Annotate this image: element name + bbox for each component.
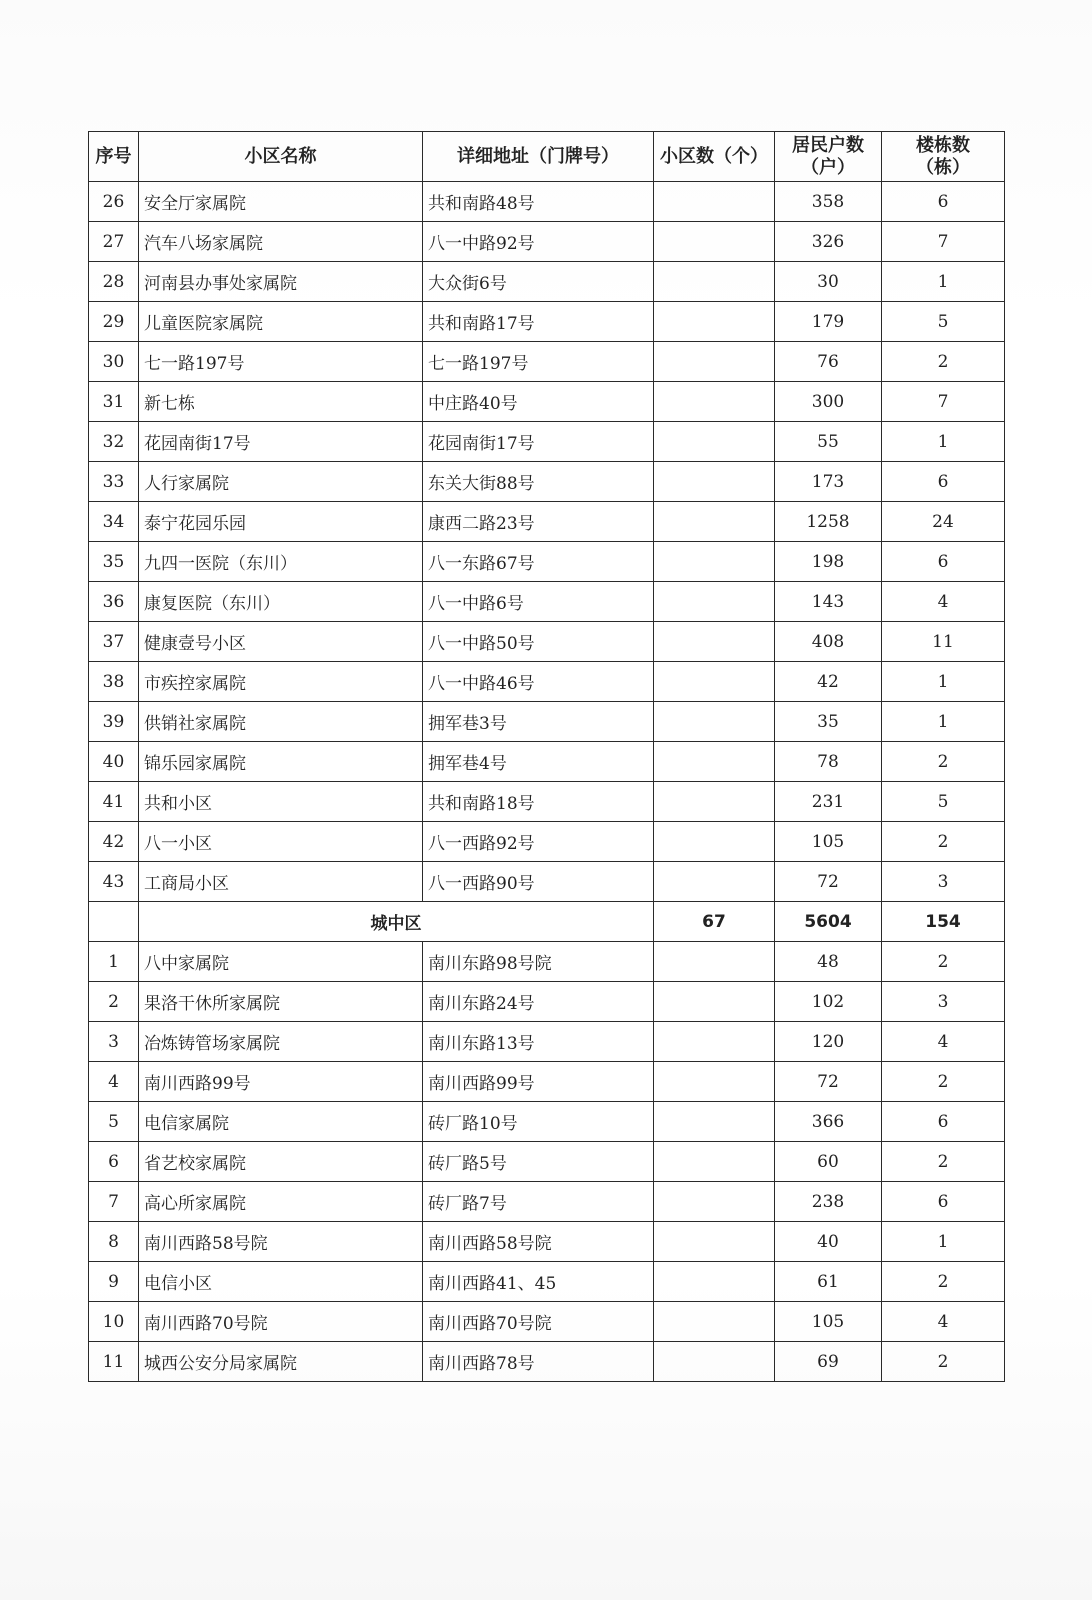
row-seq: 30 — [89, 342, 139, 382]
row-buildings: 2 — [882, 1142, 1005, 1182]
row-households: 72 — [775, 1062, 882, 1102]
row-community-name: 汽车八场家属院 — [139, 222, 423, 262]
row-seq: 11 — [89, 1342, 139, 1382]
row-buildings: 1 — [882, 662, 1005, 702]
row-community-count — [654, 222, 775, 262]
row-community-name: 南川西路70号院 — [139, 1302, 423, 1342]
table-row — [89, 1302, 1005, 1342]
row-address: 八一中路6号 — [423, 582, 654, 622]
row-address: 八一中路46号 — [423, 662, 654, 702]
row-address: 共和南路48号 — [423, 182, 654, 222]
table-row — [89, 1062, 1005, 1102]
row-community-name: 安全厅家属院 — [139, 182, 423, 222]
row-seq: 41 — [89, 782, 139, 822]
row-households: 40 — [775, 1222, 882, 1262]
row-community-count — [654, 1182, 775, 1222]
row-seq: 5 — [89, 1102, 139, 1142]
row-community-count — [654, 262, 775, 302]
row-community-name: 果洛干休所家属院 — [139, 982, 423, 1022]
row-community-count — [654, 982, 775, 1022]
row-community-count — [654, 422, 775, 462]
header-buildings-line1: 楼栋数 — [916, 134, 970, 156]
row-community-count — [654, 342, 775, 382]
row-community-name: 锦乐园家属院 — [139, 742, 423, 782]
row-buildings: 2 — [882, 342, 1005, 382]
row-address: 南川西路70号院 — [423, 1302, 654, 1342]
row-address: 南川东路13号 — [423, 1022, 654, 1062]
row-community-count — [654, 502, 775, 542]
header-households — [775, 132, 882, 182]
table-row — [89, 262, 1005, 302]
row-seq: 39 — [89, 702, 139, 742]
row-buildings: 1 — [882, 422, 1005, 462]
row-address: 八一中路92号 — [423, 222, 654, 262]
row-households: 78 — [775, 742, 882, 782]
row-community-count — [654, 822, 775, 862]
row-buildings: 4 — [882, 582, 1005, 622]
row-address: 砖厂路7号 — [423, 1182, 654, 1222]
row-seq: 35 — [89, 542, 139, 582]
row-households: 61 — [775, 1262, 882, 1302]
row-households: 173 — [775, 462, 882, 502]
row-buildings: 1 — [882, 702, 1005, 742]
row-community-count — [654, 1302, 775, 1342]
row-community-name: 七一路197号 — [139, 342, 423, 382]
row-community-count — [654, 302, 775, 342]
row-buildings: 3 — [882, 862, 1005, 902]
row-community-name: 康复医院（东川） — [139, 582, 423, 622]
table-row — [89, 582, 1005, 622]
row-community-count — [654, 942, 775, 982]
row-community-name: 高心所家属院 — [139, 1182, 423, 1222]
row-seq: 36 — [89, 582, 139, 622]
row-community-name: 电信小区 — [139, 1262, 423, 1302]
row-community-name: 花园南街17号 — [139, 422, 423, 462]
row-households: 42 — [775, 662, 882, 702]
table-body-part-b — [89, 942, 1005, 1382]
row-address: 共和南路18号 — [423, 782, 654, 822]
row-community-name: 九四一医院（东川） — [139, 542, 423, 582]
header-address: 详细地址（门牌号） — [423, 132, 654, 182]
row-seq: 4 — [89, 1062, 139, 1102]
table-header-row — [89, 132, 1005, 182]
table-row — [89, 782, 1005, 822]
table-body-part-a — [89, 182, 1005, 902]
row-buildings: 6 — [882, 1182, 1005, 1222]
row-community-count — [654, 782, 775, 822]
row-address: 拥军巷4号 — [423, 742, 654, 782]
table-row — [89, 302, 1005, 342]
row-seq: 29 — [89, 302, 139, 342]
row-buildings: 6 — [882, 1102, 1005, 1142]
row-seq: 26 — [89, 182, 139, 222]
row-households: 55 — [775, 422, 882, 462]
header-households-line1: 居民户数 — [792, 134, 864, 156]
table-row — [89, 702, 1005, 742]
row-seq: 10 — [89, 1302, 139, 1342]
row-community-name: 八中家属院 — [139, 942, 423, 982]
row-community-name: 市疾控家属院 — [139, 662, 423, 702]
row-households: 60 — [775, 1142, 882, 1182]
table-row — [89, 1022, 1005, 1062]
row-seq: 28 — [89, 262, 139, 302]
table-row — [89, 622, 1005, 662]
row-community-count — [654, 382, 775, 422]
row-seq: 31 — [89, 382, 139, 422]
table-row — [89, 1102, 1005, 1142]
row-buildings: 2 — [882, 822, 1005, 862]
row-community-name: 人行家属院 — [139, 462, 423, 502]
row-community-name: 新七栋 — [139, 382, 423, 422]
table-row — [89, 822, 1005, 862]
table-row — [89, 462, 1005, 502]
row-seq: 1 — [89, 942, 139, 982]
row-buildings: 2 — [882, 1342, 1005, 1382]
row-buildings: 3 — [882, 982, 1005, 1022]
row-address: 七一路197号 — [423, 342, 654, 382]
row-address: 康西二路23号 — [423, 502, 654, 542]
row-buildings: 6 — [882, 462, 1005, 502]
row-community-count — [654, 1262, 775, 1302]
row-community-count — [654, 1022, 775, 1062]
row-buildings: 4 — [882, 1022, 1005, 1062]
row-address: 八一中路50号 — [423, 622, 654, 662]
row-households: 326 — [775, 222, 882, 262]
row-buildings: 2 — [882, 942, 1005, 982]
row-community-name: 省艺校家属院 — [139, 1142, 423, 1182]
district-subtotal-body — [89, 902, 1005, 942]
row-seq: 42 — [89, 822, 139, 862]
row-seq: 2 — [89, 982, 139, 1022]
row-buildings: 2 — [882, 742, 1005, 782]
district-households: 5604 — [775, 902, 882, 942]
table-row — [89, 1222, 1005, 1262]
row-address: 共和南路17号 — [423, 302, 654, 342]
row-households: 120 — [775, 1022, 882, 1062]
row-address: 八一西路92号 — [423, 822, 654, 862]
row-buildings: 1 — [882, 262, 1005, 302]
row-address: 花园南街17号 — [423, 422, 654, 462]
row-seq: 32 — [89, 422, 139, 462]
district-subtotal-row — [89, 902, 1005, 942]
row-households: 358 — [775, 182, 882, 222]
row-address: 南川西路99号 — [423, 1062, 654, 1102]
row-address: 南川东路24号 — [423, 982, 654, 1022]
table-row — [89, 342, 1005, 382]
row-households: 48 — [775, 942, 882, 982]
row-community-count — [654, 462, 775, 502]
row-community-count — [654, 1142, 775, 1182]
row-community-count — [654, 582, 775, 622]
row-seq: 27 — [89, 222, 139, 262]
row-community-count — [654, 862, 775, 902]
row-community-name: 城西公安分局家属院 — [139, 1342, 423, 1382]
district-buildings: 154 — [882, 902, 1005, 942]
row-community-count — [654, 1062, 775, 1102]
row-seq: 38 — [89, 662, 139, 702]
row-community-name: 儿童医院家属院 — [139, 302, 423, 342]
row-buildings: 2 — [882, 1062, 1005, 1102]
row-community-name: 共和小区 — [139, 782, 423, 822]
row-households: 105 — [775, 822, 882, 862]
row-seq: 37 — [89, 622, 139, 662]
row-seq: 43 — [89, 862, 139, 902]
row-households: 408 — [775, 622, 882, 662]
row-community-name: 泰宁花园乐园 — [139, 502, 423, 542]
row-community-count — [654, 542, 775, 582]
table-row — [89, 502, 1005, 542]
table-row — [89, 982, 1005, 1022]
row-households: 238 — [775, 1182, 882, 1222]
table-row — [89, 662, 1005, 702]
row-seq: 34 — [89, 502, 139, 542]
table-row — [89, 542, 1005, 582]
row-households: 366 — [775, 1102, 882, 1142]
row-buildings: 5 — [882, 782, 1005, 822]
district-seq-cell — [89, 902, 139, 942]
row-households: 231 — [775, 782, 882, 822]
row-address: 南川西路78号 — [423, 1342, 654, 1382]
row-community-name: 冶炼铸管场家属院 — [139, 1022, 423, 1062]
table-row — [89, 1342, 1005, 1382]
table-row — [89, 1262, 1005, 1302]
row-community-name: 八一小区 — [139, 822, 423, 862]
table-row — [89, 382, 1005, 422]
row-seq: 33 — [89, 462, 139, 502]
district-name: 城中区 — [139, 902, 654, 942]
residential-community-table — [88, 131, 1005, 1382]
row-address: 拥军巷3号 — [423, 702, 654, 742]
header-buildings-line2: （栋） — [916, 156, 970, 178]
row-community-count — [654, 1222, 775, 1262]
row-community-name: 河南县办事处家属院 — [139, 262, 423, 302]
row-community-name: 供销社家属院 — [139, 702, 423, 742]
row-households: 72 — [775, 862, 882, 902]
row-buildings: 2 — [882, 1262, 1005, 1302]
row-buildings: 7 — [882, 222, 1005, 262]
row-households: 300 — [775, 382, 882, 422]
district-count: 67 — [654, 902, 775, 942]
row-seq: 9 — [89, 1262, 139, 1302]
row-community-count — [654, 1102, 775, 1142]
header-count: 小区数（个） — [654, 132, 775, 182]
row-buildings: 6 — [882, 182, 1005, 222]
row-seq: 7 — [89, 1182, 139, 1222]
table-row — [89, 1142, 1005, 1182]
row-buildings: 1 — [882, 1222, 1005, 1262]
row-community-count — [654, 1342, 775, 1382]
row-buildings: 5 — [882, 302, 1005, 342]
row-buildings: 7 — [882, 382, 1005, 422]
row-seq: 40 — [89, 742, 139, 782]
row-households: 1258 — [775, 502, 882, 542]
row-community-name: 南川西路58号院 — [139, 1222, 423, 1262]
row-address: 砖厂路5号 — [423, 1142, 654, 1182]
row-households: 35 — [775, 702, 882, 742]
table-row — [89, 222, 1005, 262]
table-row — [89, 862, 1005, 902]
row-seq: 3 — [89, 1022, 139, 1062]
row-community-name: 电信家属院 — [139, 1102, 423, 1142]
row-households: 76 — [775, 342, 882, 382]
row-address: 八一西路90号 — [423, 862, 654, 902]
row-address: 中庄路40号 — [423, 382, 654, 422]
row-community-count — [654, 662, 775, 702]
row-households: 143 — [775, 582, 882, 622]
row-seq: 6 — [89, 1142, 139, 1182]
table-row — [89, 1182, 1005, 1222]
header-households-line2: （户） — [801, 156, 855, 178]
row-community-count — [654, 702, 775, 742]
table-row — [89, 182, 1005, 222]
row-community-count — [654, 622, 775, 662]
header-name: 小区名称 — [139, 132, 423, 182]
row-buildings: 6 — [882, 542, 1005, 582]
row-address: 东关大街88号 — [423, 462, 654, 502]
row-address: 大众街6号 — [423, 262, 654, 302]
row-address: 砖厂路10号 — [423, 1102, 654, 1142]
row-community-count — [654, 182, 775, 222]
row-address: 八一东路67号 — [423, 542, 654, 582]
row-address: 南川西路58号院 — [423, 1222, 654, 1262]
table-row — [89, 422, 1005, 462]
row-buildings: 4 — [882, 1302, 1005, 1342]
row-households: 30 — [775, 262, 882, 302]
row-community-count — [654, 742, 775, 782]
table-row — [89, 742, 1005, 782]
row-address: 南川西路41、45 — [423, 1262, 654, 1302]
table-row — [89, 942, 1005, 982]
row-seq: 8 — [89, 1222, 139, 1262]
row-households: 179 — [775, 302, 882, 342]
row-households: 69 — [775, 1342, 882, 1382]
header-buildings — [882, 132, 1005, 182]
row-address: 南川东路98号院 — [423, 942, 654, 982]
row-community-name: 工商局小区 — [139, 862, 423, 902]
row-community-name: 南川西路99号 — [139, 1062, 423, 1102]
row-households: 198 — [775, 542, 882, 582]
row-buildings: 24 — [882, 502, 1005, 542]
row-buildings: 11 — [882, 622, 1005, 662]
row-community-name: 健康壹号小区 — [139, 622, 423, 662]
header-seq: 序号 — [89, 132, 139, 182]
row-households: 105 — [775, 1302, 882, 1342]
row-households: 102 — [775, 982, 882, 1022]
